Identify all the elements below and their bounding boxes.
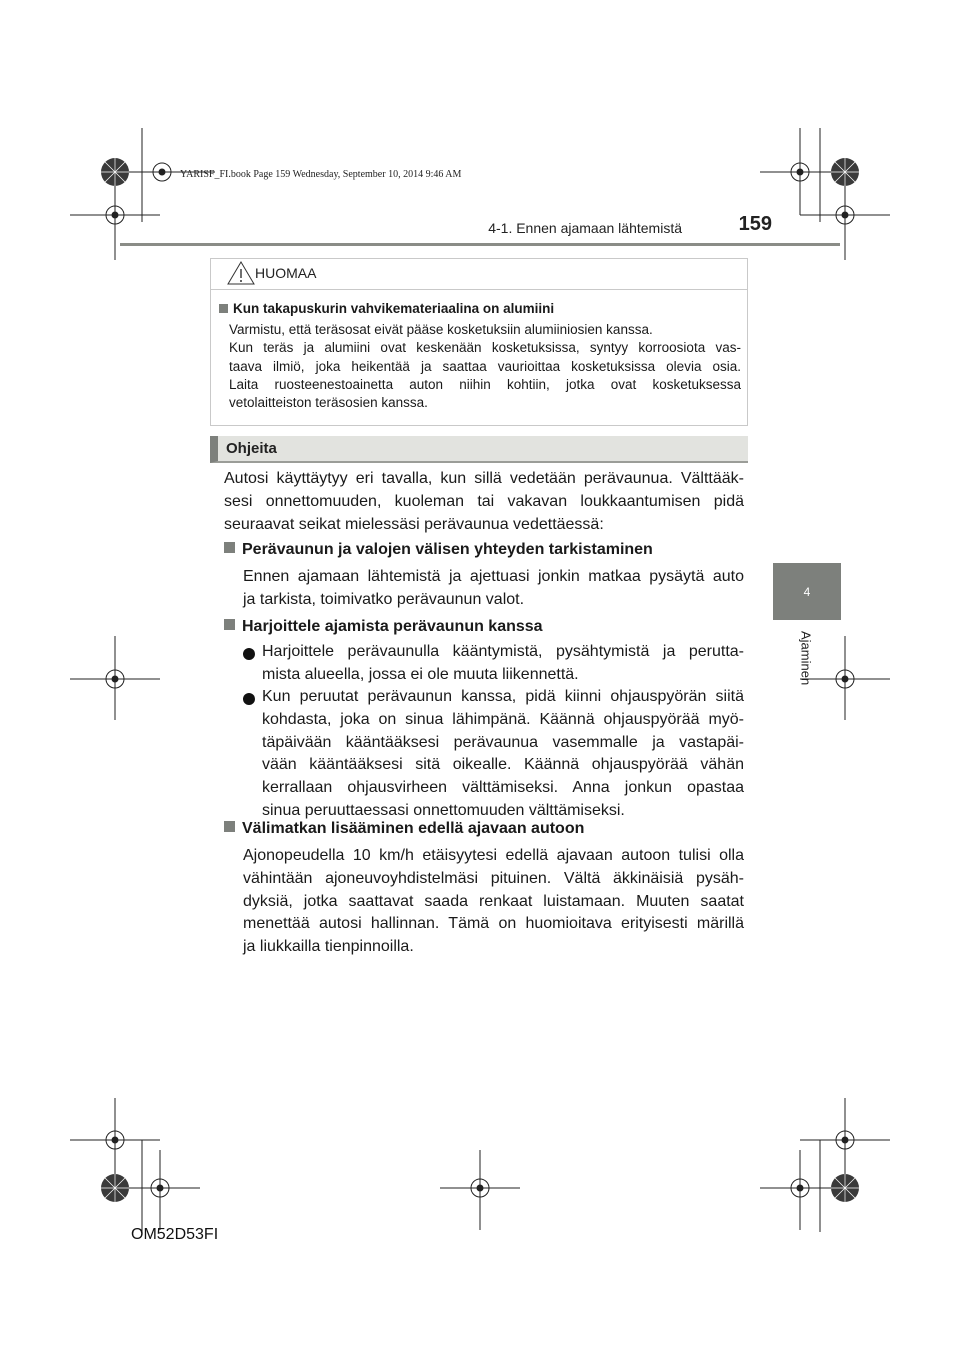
section-text-trailer-lights <box>243 566 744 612</box>
section-heading-following-distance: Välimatkan lisääminen edellä ajavaan autoon <box>224 820 584 838</box>
caution-subheading: Kun takapuskurin vahvikemateriaalina on alumiini <box>219 301 554 316</box>
warning-triangle-icon <box>227 261 255 285</box>
caution-text <box>229 321 741 412</box>
chapter-name: Ajaminen <box>798 630 814 686</box>
intro-line: seuraavat seikat mielessäsi perävaunua vedettäessä: <box>224 515 604 533</box>
section-text-following-distance <box>243 845 744 959</box>
body-line: Ennen ajamaan lähtemistä ja ajettuasi jonkin matkaa pysäytä auto <box>243 568 744 585</box>
intro-line: sesi onnettomuuden, kuoleman tai vakavan loukkaantumisen pidä <box>224 492 744 510</box>
section-heading-trailer-lights: Perävaunun ja valojen välisen yhteyden tarkistaminen <box>224 541 653 559</box>
round-bullet-icon <box>243 648 255 660</box>
body-line: Ajonopeudella 10 km/h etäisyytesi edellä ajavaan autoon tulisi olla <box>243 847 744 864</box>
caution-line: vetolaitteiston teräsosien kanssa. <box>229 395 428 411</box>
caution-line: Kun teräs ja alumiini ovat keskenään kosketuksissa, syntyy korroosiota vas- <box>229 340 741 356</box>
body-line: kohdasta, joka on sinua lähimpänä. Käännä ohjauspyörää myö- <box>262 710 744 728</box>
practice-bullet-2 <box>262 686 744 823</box>
header-rule <box>120 243 840 246</box>
body-line: Harjoittele perävaunulla kääntymistä, pysähtymistä ja perutta- <box>262 643 744 660</box>
book-file-info: YARISF_FI.book Page 159 Wednesday, September 10, 2014 9:46 AM <box>180 169 462 180</box>
square-bullet-icon <box>219 304 228 313</box>
practice-bullet-1 <box>262 641 744 687</box>
body-line: sinua peruuttaessasi onnettomuuden välttämiseksi. <box>262 801 625 819</box>
section-title: 4-1. Ennen ajamaan lähtemistä <box>488 220 682 236</box>
caution-line: Varmistu, että teräsosat eivät pääse kosketuksiin alumiiniosien kanssa. <box>229 322 653 337</box>
intro-paragraph <box>224 468 744 536</box>
body-line: vään kääntääksesi sitä oikealle. Käännä ohjauspyörää vähän <box>262 756 744 774</box>
caution-line: Laita ruosteenestoainetta auton niihin kohtiin, jotka ovat kosketuksessa <box>229 376 741 392</box>
body-line: menettää autosi hallinnan. Tämä on huomioitava erityisesti märillä <box>243 915 744 933</box>
body-line: ja tarkista, toimivatko perävaunun valot. <box>243 590 525 608</box>
chapter-tab <box>773 563 841 620</box>
caution-line: taava ilmiö, joka heikentää ja saattaa vaurioittaa kosketuksissa olevia osia. <box>229 358 741 374</box>
notes-heading: Ohjeita <box>210 436 748 463</box>
square-bullet-icon <box>224 542 235 553</box>
body-line: Kun peruutat perävaunun kanssa, pidä kiinni ohjauspyörän siitä <box>262 688 744 705</box>
body-line: kerrallaan ohjausvirheen välttämiseksi. Anna jonkun opastaa <box>262 779 744 797</box>
section-heading-practice: Harjoittele ajamista perävaunun kanssa <box>224 618 543 636</box>
body-line: täpäivään kääntääksesi perävaunua vasemmalle ja vastapäi- <box>262 733 744 751</box>
caution-box <box>210 258 748 426</box>
round-bullet-icon <box>243 693 255 705</box>
body-line: vähintään ajoneuvoyhdistelmäsi pituinen. Vältä äkkinäisiä pysäh- <box>243 869 744 887</box>
body-line: dyksiä, jotka saattavat saada renkaat luistamaan. Muuten saatat <box>243 892 744 910</box>
intro-line: Autosi käyttäytyy eri tavalla, kun sillä vedetään perävaunua. Välttääk- <box>224 470 744 487</box>
square-bullet-icon <box>224 619 235 630</box>
page-number: 159 <box>738 213 772 235</box>
body-line: ja liukkailla tienpinnoilla. <box>243 938 414 956</box>
square-bullet-icon <box>224 821 235 832</box>
body-line: mista alueella, jossa ei ole muuta liikennettä. <box>262 665 579 683</box>
caution-label: HUOMAA <box>255 265 317 281</box>
document-code: OM52D53FI <box>131 1226 219 1243</box>
chapter-number: 4 <box>803 584 811 599</box>
caution-header <box>211 259 747 290</box>
